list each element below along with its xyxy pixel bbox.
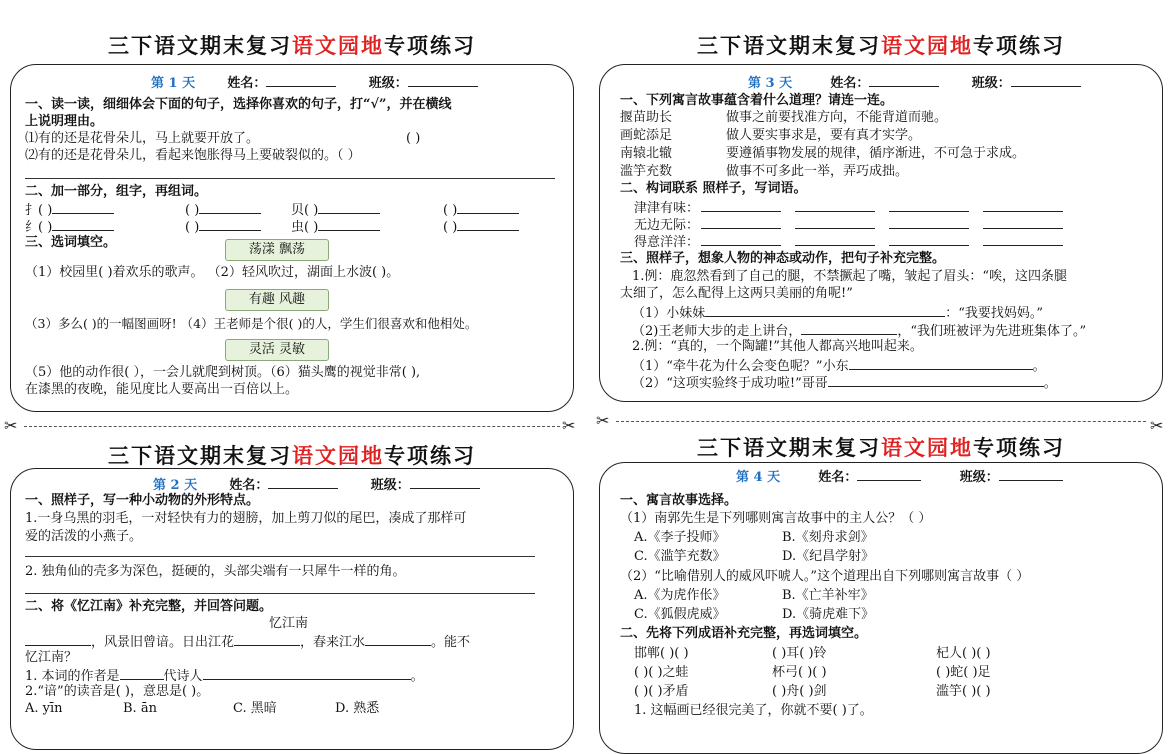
sheet-day2 [0, 436, 584, 717]
question-title: 一、寓言故事选择。 [620, 493, 738, 508]
class-label: 班级： [368, 76, 408, 91]
cut-line [616, 421, 1146, 422]
poem-title: 忆江南 [269, 616, 309, 631]
day-label: 第 1 天 [151, 76, 196, 91]
class-field[interactable] [999, 468, 1063, 481]
question-title: 二、构词联系 照样子，写词语。 [620, 181, 807, 196]
question-title: 二、先将下列成语补充完整，再选词填空。 [620, 626, 868, 641]
answer-line[interactable] [25, 178, 555, 179]
scissor-icon: ✂ [596, 411, 610, 430]
answer-paren[interactable]: ( ) [406, 131, 421, 146]
scissor-icon: ✂ [562, 416, 576, 435]
class-label: 班级： [971, 76, 1011, 91]
name-field[interactable] [857, 468, 921, 481]
answer-line[interactable] [25, 556, 535, 557]
sheet-day3 [589, 0, 1173, 391]
question-title: 三、选词填空。 [25, 235, 117, 250]
question-title: 一、照样子，写一种小动物的外形特点。 [25, 493, 260, 508]
sheet-title: 三下语文期末复习语文园地专项练习 [697, 34, 1065, 58]
day-label: 第 2 天 [153, 478, 198, 493]
worksheet-box: 第 3 天 姓名： 班级： 一、下列寓言故事蕴含着什么道理？请连一连。 揠苗助长 做事之前要找准方向，不能背道而驰。 画蛇添足 做人要实事求是，要有真才实学。 南辕北辙 要遵循事物发展的规律，循序渐进，不可急于求成。 滥竽充数 做事不可多此一举，弄巧成拙。 二、构词联系 照样子，写词语。 津津有味： 无边无际： 得意洋洋： 三、照样子，想象人物的神态或动作，把句子补充完整。 1.例：鹿忽然看到了自己的腿，不禁撅起了嘴，皱起了眉头：“唉，这四条腿 太细了，怎么配得上这两只美丽的角呢!” （1）小妹妹 ：“我要找妈妈。” （2)王老师大步的走上讲台， ，“我们班被评为先进班集体了。” 2.例：“真的，一个陶罐!”其他人都高兴地叫起来。 （1）“牵牛花为什么会变色呢？”小东 。 （2）“这项实验终于成功啦!”哥哥 。 [599, 64, 1163, 402]
worksheet-box: 第 1 天 姓名： 班级： 一、读一读，细细体会下面的句子，选择你喜欢的句子，打“√”，并在横线 上说明理由。 ⑴有的还是花骨朵儿，马上就要开放了。 ( ) ⑵有的还是花骨朵儿，看起来饱胀得马上要破裂似的。（ ） 二、加一部分，组字，再组词。 扌( ) ( ) 贝( ) ( ) 纟( ) ( ) 虫( ) ( ) 三、选词填空。 荡漾 飘荡 （1）校园里( )着欢乐的歌声。 （2）轻风吹过，湖面上水波( )。 有趣 风趣 （3）多么( )的一幅图画呀! （4）王老师是个很( )的人，学生们很喜欢和他相处。 灵活 灵敏 （5）他的动作很( ），一会儿就爬到树顶。（6）猫头鹰的视觉非常( ), 在漆黑的夜晚，能见度比人要高出一百倍以上。 [10, 64, 574, 412]
sheet-title: 三下语文期末复习语文园地专项练习 [697, 436, 1065, 460]
word-options: 有趣 风趣 [225, 289, 329, 311]
word-options: 灵活 灵敏 [225, 339, 329, 361]
worksheet-box: 第 4 天 姓名： 班级： 一、寓言故事选择。 （1）南郭先生是下列哪则寓言故事中的主人公？（ ） A.《李子投师》 B.《刻舟求剑》 C.《滥竽充数》 D.《纪昌学射》 （2）“比喻借别人的威风吓唬人。”这个道理出自下列哪则寓言故事（ ） A.《为虎作伥》 B.《亡羊补牢》 C.《狐假虎威》 D.《骑虎难下》 二、先将下列成语补充完整，再选词填空。 邯郸( )( ) ( )耳( )铃 杞人( )( ) ( )( )之蛙 杯弓( )( ) ( )蛇( )足 ( )( )矛盾 ( )舟( )剑 滥竽( )( ) 1. 这幅画已经很完美了，你就不要( )了。 [599, 462, 1163, 754]
day-label: 第 3 天 [748, 76, 793, 91]
sheet-day1 [0, 0, 584, 397]
word-options: 荡漾 飘荡 [225, 239, 329, 261]
question-title: 一、读一读，细细体会下面的句子，选择你喜欢的句子，打“√”，并在横线 [25, 97, 452, 112]
name-field[interactable] [266, 74, 336, 87]
name-field[interactable] [869, 74, 939, 87]
name-label: 姓名： [227, 76, 267, 91]
question-title: 一、下列寓言故事蕴含着什么道理？请连一连。 [620, 93, 894, 108]
question-title: 三、照样子，想象人物的神态或动作，把句子补充完整。 [620, 251, 946, 266]
sheet-title: 三下语文期末复习语文园地专项练习 [108, 444, 476, 468]
class-label: 班级： [370, 478, 410, 493]
name-label: 姓名： [830, 76, 870, 91]
question-title: 二、将《忆江南》补充完整，并回答问题。 [25, 599, 273, 614]
scissor-icon: ✂ [4, 416, 18, 435]
day-label: 第 4 天 [736, 470, 781, 485]
name-label: 姓名： [229, 478, 269, 493]
sheet-title: 三下语文期末复习语文园地专项练习 [108, 34, 476, 58]
answer-line[interactable] [25, 593, 535, 594]
sheet-day4 [589, 428, 1173, 717]
worksheet-box: 第 2 天 姓名： 班级： 一、照样子，写一种小动物的外形特点。 1.一身乌黑的羽毛，一对轻快有力的翅膀，加上剪刀似的尾巴，凑成了那样可 爱的活泼的小燕子。 2. 独角仙的壳多为深色，挺硬的，头部尖端有一只犀牛一样的角。 二、将《忆江南》补充完整，并回答问题。 忆江南 ，风景旧曾谙。日出江花 ，春来江水 。能不 忆江南？ 1. 本词的作者是 代诗人 。 2.“谙”的读音是( )，意思是( )。 A. yīn B. ān C. 黑暗 D. 熟悉 [10, 468, 574, 750]
class-field[interactable] [408, 74, 478, 87]
class-field[interactable] [1011, 74, 1081, 87]
scissor-icon: ✂ [1150, 416, 1164, 435]
cut-line [24, 426, 560, 427]
class-label: 班级： [959, 470, 999, 485]
class-field[interactable] [410, 476, 480, 489]
question-title: 二、加一部分，组字，再组词。 [25, 184, 208, 199]
name-field[interactable] [268, 476, 338, 489]
name-label: 姓名： [818, 470, 858, 485]
